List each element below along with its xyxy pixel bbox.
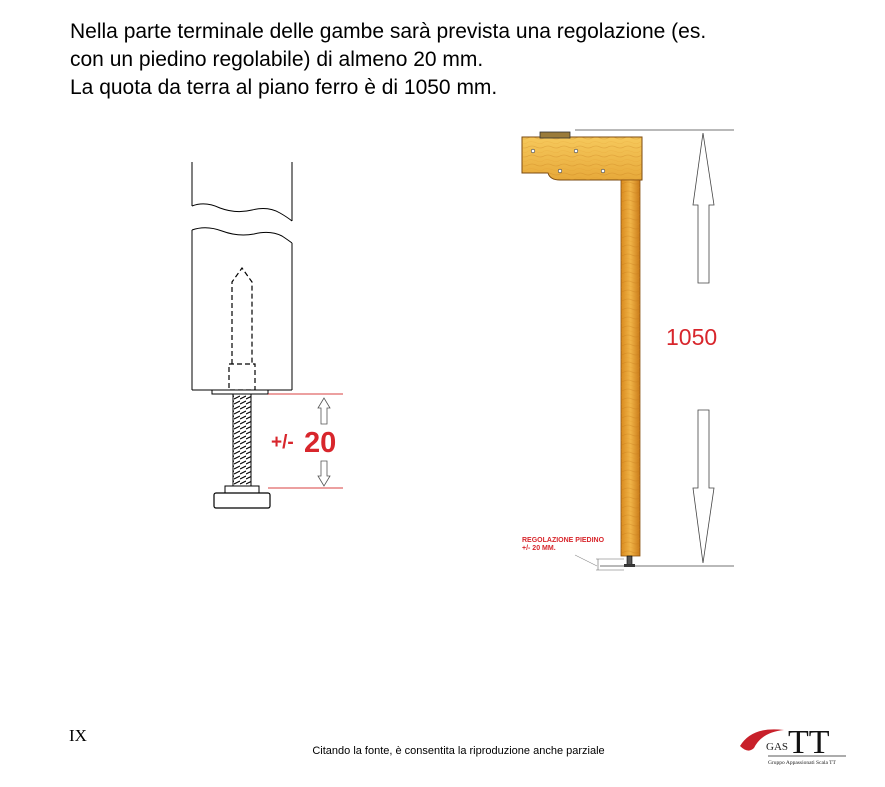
height-value: 1050 <box>666 324 718 350</box>
table-top-frame <box>522 132 642 180</box>
threaded-insert-hidden <box>229 268 255 390</box>
foot-nut <box>225 486 259 493</box>
leveling-foot <box>624 556 635 567</box>
credit-text: Citando la fonte, è consentita la riproduzione anche parziale <box>312 745 605 757</box>
intro-line-1: Nella parte terminale delle gambe sarà prevista una regolazione (es. <box>70 20 707 43</box>
gas-tt-logo <box>738 720 848 768</box>
adjustment-prefix: +/- <box>271 432 294 453</box>
logo-tagline: Gruppo Appassionati Scala TT <box>768 760 836 766</box>
table-leg <box>621 180 640 556</box>
intro-line-3: La quota da terra al piano ferro è di 1050 mm. <box>70 76 498 99</box>
page-number: IX <box>69 726 87 745</box>
threaded-rod <box>233 394 251 486</box>
foot-base <box>214 493 270 508</box>
foot-adjust-callout <box>522 537 624 570</box>
logo-tt: TT <box>788 724 830 761</box>
logo-gas: GAS <box>766 741 789 753</box>
leg-detail-figure <box>192 162 343 508</box>
table-section-figure <box>522 130 734 570</box>
foot-note-line-1: REGOLAZIONE PIEDINO <box>522 537 605 544</box>
adjustment-value: 20 <box>304 427 337 459</box>
foot-washer <box>212 390 268 394</box>
leg-lower-section <box>192 228 292 390</box>
top-clamp <box>540 132 570 138</box>
foot-note-line-2: +/- 20 MM. <box>522 545 556 552</box>
leg-upper-section <box>192 162 292 221</box>
intro-line-2: con un piedino regolabile) di almeno 20 mm. <box>70 48 484 71</box>
